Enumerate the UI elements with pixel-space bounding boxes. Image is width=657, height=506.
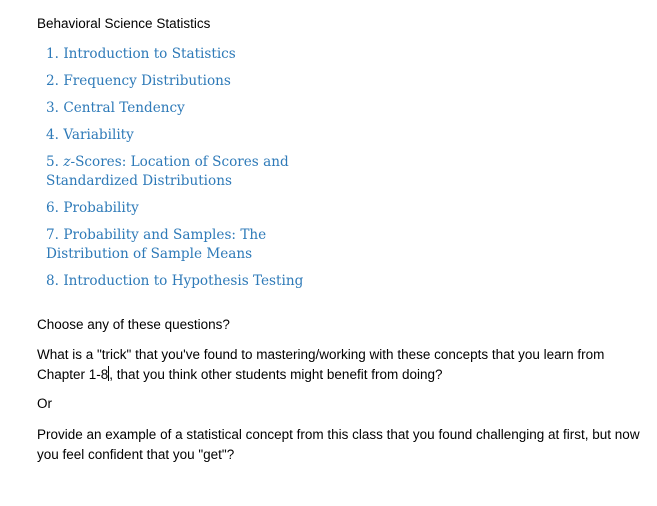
chapter-item <box>46 272 346 291</box>
chapter-link-5[interactable] <box>46 154 289 189</box>
chapter-title: Variability <box>63 127 134 143</box>
question-1[interactable] <box>37 345 652 384</box>
chapter-number: 5. <box>46 154 59 170</box>
chapter-item <box>46 199 346 218</box>
question-1-text-end: , that you think other students might benefit from doing? <box>109 366 443 382</box>
prompt-text: Choose any of these questions? <box>37 317 230 332</box>
chapter-number: 6. <box>46 200 59 216</box>
chapter-item <box>46 45 346 64</box>
chapter-link-1[interactable] <box>46 46 236 62</box>
chapter-link-2[interactable] <box>46 73 231 89</box>
chapter-link-7[interactable] <box>46 227 266 262</box>
chapter-number: 1. <box>46 46 59 62</box>
chapter-title: Probability and Samples: The Distribution of Sample Means <box>46 227 267 262</box>
chapter-title: Introduction to Statistics <box>63 46 236 62</box>
chapter-item <box>46 126 346 145</box>
chapter-item <box>46 99 346 118</box>
chapter-title: -Scores: Location of Scores and Standardized Distributions <box>46 154 289 189</box>
chapter-title: Probability <box>63 200 139 216</box>
chapter-number: 7. <box>46 227 59 243</box>
chapter-item <box>46 226 346 264</box>
chapter-title: Frequency Distributions <box>63 73 231 89</box>
question-1-text-start: What is a "trick" that you've found to mastering/working with these concepts that you learn from Chapter 1-8 <box>37 347 605 382</box>
chapter-item <box>46 72 346 91</box>
chapter-title-italic: z <box>63 154 71 170</box>
chapter-number: 4. <box>46 127 59 143</box>
chapter-title: Central Tendency <box>63 100 185 116</box>
or-separator: Or <box>37 396 52 411</box>
chapter-link-6[interactable] <box>46 200 139 216</box>
chapter-number: 8. <box>46 273 59 289</box>
question-2[interactable]: Provide an example of a statistical concept from this class that you found challenging at first, but now you feel confident that you "get"? <box>37 427 640 462</box>
chapter-number: 2. <box>46 73 59 89</box>
chapter-link-8[interactable] <box>46 273 303 289</box>
chapter-number: 3. <box>46 100 59 116</box>
chapter-link-3[interactable] <box>46 100 185 116</box>
chapter-item <box>46 153 346 191</box>
chapter-link-4[interactable] <box>46 127 134 143</box>
chapter-title: Introduction to Hypothesis Testing <box>63 273 304 289</box>
document-title: Behavioral Science Statistics <box>37 16 211 31</box>
chapter-list <box>46 45 346 299</box>
